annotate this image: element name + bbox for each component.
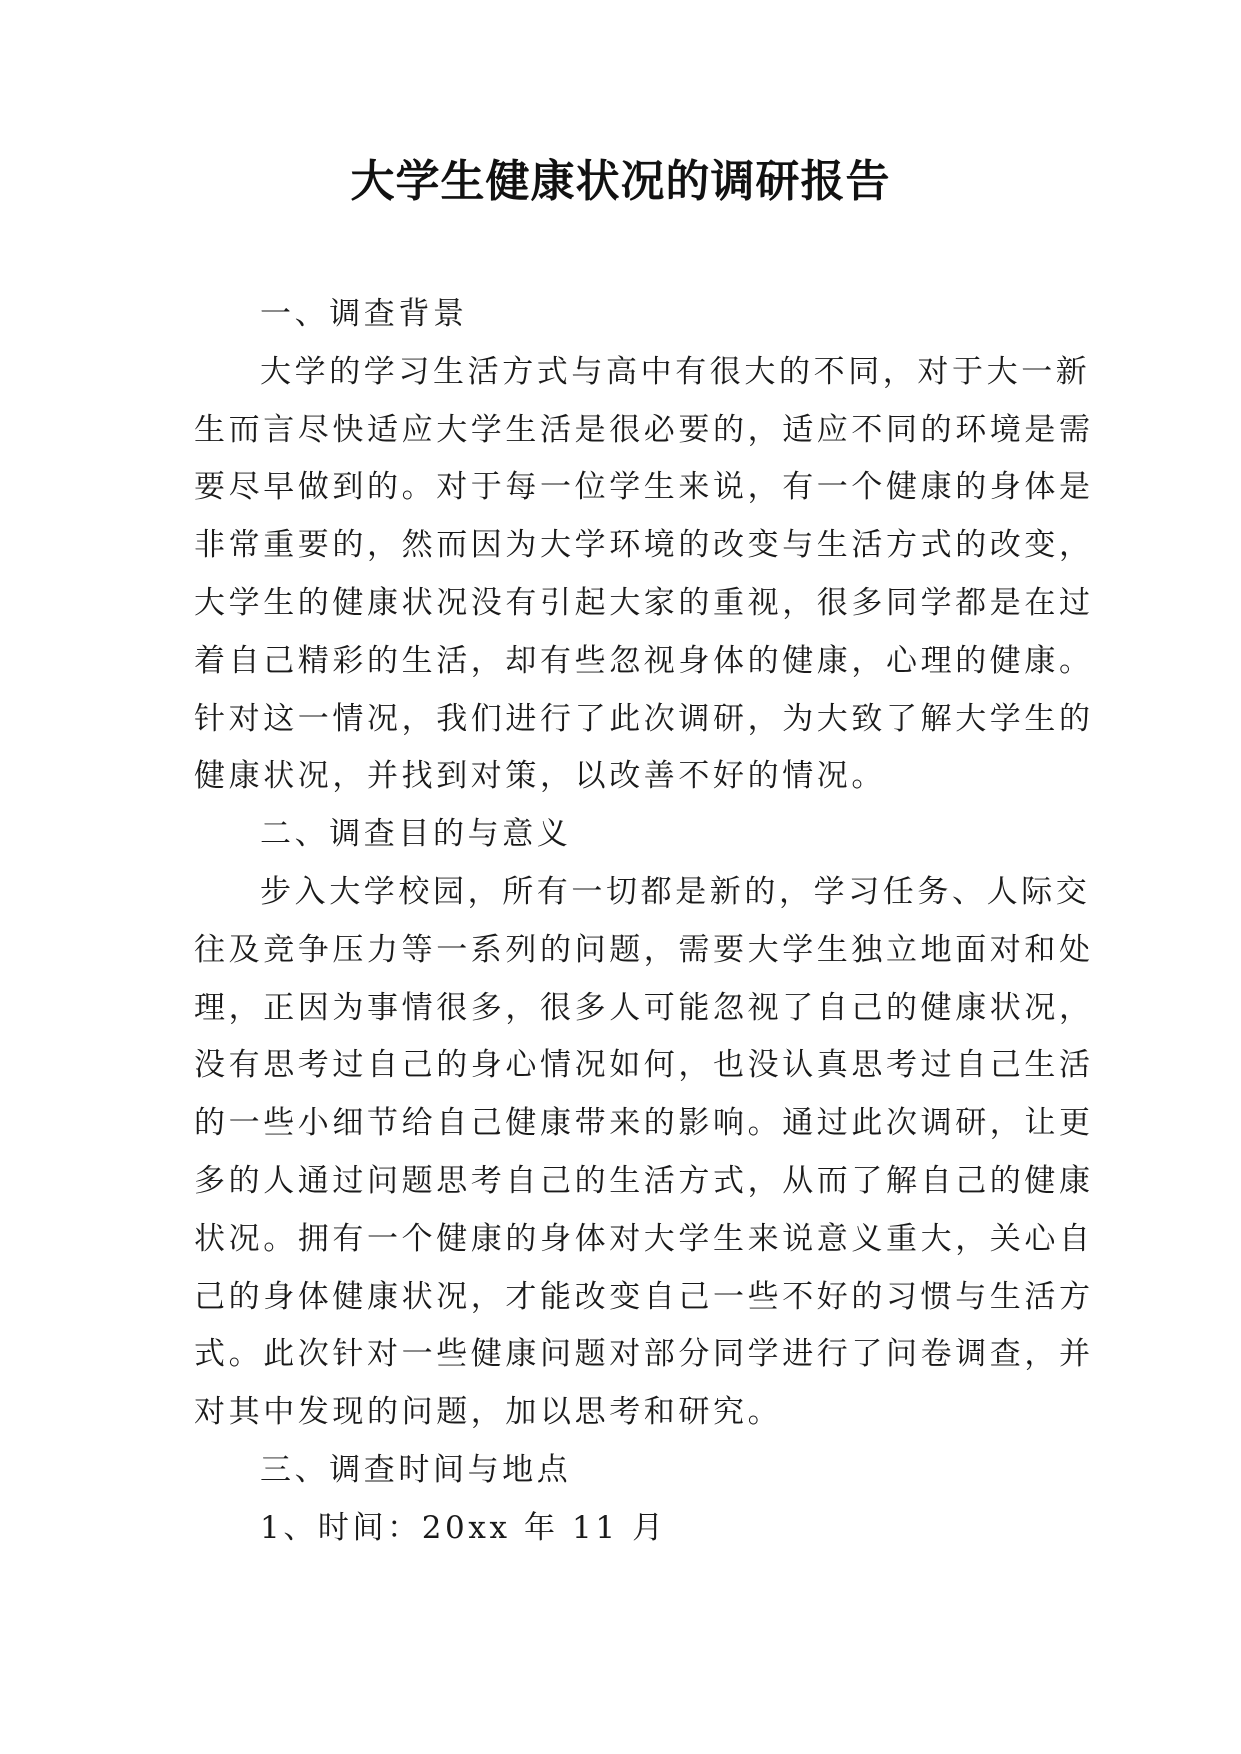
paragraph-line: 多的人通过问题思考自己的生活方式，从而了解自己的健康 [194, 1162, 1094, 1199]
section-heading-background: 一、调查背景 [260, 296, 468, 332]
paragraph-line: 往及竞争压力等一系列的问题，需要大学生独立地面对和处 [194, 931, 1094, 968]
section-heading-purpose: 二、调查目的与意义 [260, 816, 572, 853]
section-heading-time-place: 三、调查时间与地点 [260, 1451, 572, 1488]
paragraph-line: 的一些小细节给自己健康带来的影响。通过此次调研，让更 [194, 1105, 1094, 1142]
document-body [194, 286, 1094, 1558]
paragraph-line: 己的身体健康状况，才能改变自己一些不好的习惯与生活方 [194, 1278, 1094, 1315]
paragraph-line: 理，正因为事情很多，很多人可能忽视了自己的健康状况， [194, 989, 1094, 1026]
paragraph-line: 对其中发现的问题，加以思考和研究。 [194, 1394, 783, 1431]
paragraph-line: 非常重要的，然而因为大学环境的改变与生活方式的改变， [194, 527, 1094, 564]
paragraph-line: 没有思考过自己的身心情况如何，也没认真思考过自己生活 [194, 1047, 1094, 1084]
paragraph-line: 着自己精彩的生活，却有些忽视身体的健康，心理的健康。 [194, 642, 1094, 679]
paragraph-line: 状况。拥有一个健康的身体对大学生来说意义重大，关心自 [194, 1220, 1094, 1257]
paragraph-line: 步入大学校园，所有一切都是新的，学习任务、人际交 [260, 873, 1091, 910]
document-title: 大学生健康状况的调研报告 [350, 156, 891, 207]
paragraph-line: 大学的学习生活方式与高中有很大的不同，对于大一新 [260, 353, 1091, 390]
paragraph-line: 要尽早做到的。对于每一位学生来说，有一个健康的身体是 [194, 469, 1094, 506]
paragraph-line: 针对这一情况，我们进行了此次调研，为大致了解大学生的 [194, 700, 1094, 737]
paragraph-line: 大学生的健康状况没有引起大家的重视，很多同学都是在过 [194, 584, 1094, 621]
paragraph-line: 式。此次针对一些健康问题对部分同学进行了问卷调查，并 [194, 1336, 1094, 1373]
paragraph-line: 健康状况，并找到对策，以改善不好的情况。 [194, 758, 886, 795]
paragraph-line: 生而言尽快适应大学生活是很必要的，适应不同的环境是需 [194, 411, 1094, 448]
list-item-time: 1、时间：20xx 年 11 月 [260, 1509, 667, 1546]
